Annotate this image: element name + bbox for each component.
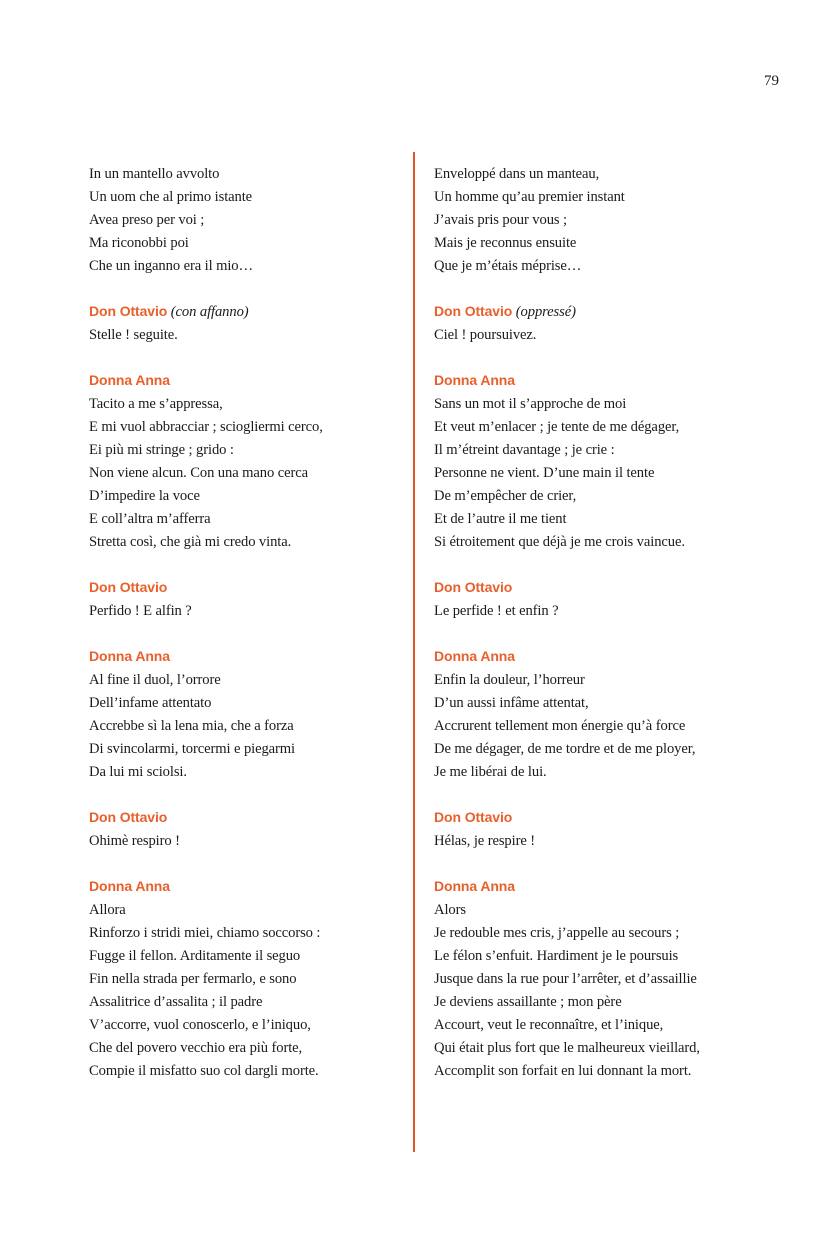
speaker-name: Don Ottavio xyxy=(89,809,168,825)
speaker-line xyxy=(89,806,399,830)
verse-line: Je redouble mes cris, j’appelle au secours ; xyxy=(434,925,680,941)
speaker-name: Donna Anna xyxy=(89,648,170,664)
dialogue-block xyxy=(89,576,399,623)
verse-line: Ohimè respiro ! xyxy=(89,833,180,849)
verse-line: Assalitrice d’assalita ; il padre xyxy=(89,994,263,1010)
speaker-name: Don Ottavio xyxy=(434,303,513,319)
verse-line: V’accorre, vuol conoscerlo, e l’iniquo, xyxy=(89,1017,311,1033)
dialogue-block xyxy=(434,645,784,784)
verse-line: D’un aussi infâme attentat, xyxy=(434,695,589,711)
speaker-line xyxy=(89,645,399,669)
speaker-name: Don Ottavio xyxy=(89,579,168,595)
verse-line: Dell’infame attentato xyxy=(89,695,212,711)
verse-line: Rinforzo i stridi miei, chiamo soccorso : xyxy=(89,925,321,941)
speaker-line xyxy=(434,806,784,830)
verse-line: Fin nella strada per fermarlo, e sono xyxy=(89,971,297,987)
dialogue-block xyxy=(89,163,399,278)
speaker-line xyxy=(434,300,784,324)
speaker-line xyxy=(89,875,399,899)
stage-direction: (con affanno) xyxy=(170,304,249,320)
verse-line: Un uom che al primo istante xyxy=(89,189,253,205)
verse-line: Jusque dans la rue pour l’arrêter, et d’assaillie xyxy=(434,971,697,987)
verse-line: Qui était plus fort que le malheureux vieillard, xyxy=(434,1040,700,1056)
verse-line: Ciel ! poursuivez. xyxy=(434,327,537,343)
page-number: 79 xyxy=(764,73,779,89)
verse-line: Accomplit son forfait en lui donnant la mort. xyxy=(434,1063,692,1079)
dialogue-block xyxy=(89,645,399,784)
verse-line: Perfido ! E alfin ? xyxy=(89,603,192,619)
verse-line: Je deviens assaillante ; mon père xyxy=(434,994,622,1010)
dialogue-block xyxy=(89,369,399,554)
verse-line: Allora xyxy=(89,902,126,918)
verse-line: Tacito a me s’appressa, xyxy=(89,396,223,412)
verse-line: Mais je reconnus ensuite xyxy=(434,235,577,251)
dialogue-block xyxy=(89,875,399,1083)
speaker-line xyxy=(89,369,399,393)
verse-line: Ei più mi stringe ; grido : xyxy=(89,442,234,458)
speaker-name: Don Ottavio xyxy=(434,579,513,595)
verse-line: Alors xyxy=(434,902,466,918)
verse-line: Stelle ! seguite. xyxy=(89,327,178,343)
verse-line: Non viene alcun. Con una mano cerca xyxy=(89,465,308,481)
speaker-name: Donna Anna xyxy=(434,648,515,664)
verse-line: Compie il misfatto suo col dargli morte. xyxy=(89,1063,319,1079)
verse-line: Hélas, je respire ! xyxy=(434,833,536,849)
speaker-line xyxy=(89,300,399,324)
verse-line: Avea preso per voi ; xyxy=(89,212,205,228)
verse-line: Al fine il duol, l’orrore xyxy=(89,672,221,688)
speaker-name: Donna Anna xyxy=(434,372,515,388)
french-column xyxy=(434,163,784,1105)
verse-line: Et de l’autre il me tient xyxy=(434,511,567,527)
verse-line: D’impedire la voce xyxy=(89,488,200,504)
italian-column xyxy=(89,163,399,1105)
verse-line: E coll’altra m’afferra xyxy=(89,511,211,527)
speaker-name: Donna Anna xyxy=(89,372,170,388)
dialogue-block xyxy=(434,806,784,853)
verse-line: Da lui mi sciolsi. xyxy=(89,764,187,780)
speaker-name: Don Ottavio xyxy=(89,303,168,319)
verse-line: In un mantello avvolto xyxy=(89,166,220,182)
dialogue-block xyxy=(434,576,784,623)
speaker-line xyxy=(434,645,784,669)
speaker-name: Donna Anna xyxy=(89,878,170,894)
verse-line: Sans un mot il s’approche de moi xyxy=(434,396,627,412)
verse-line: Accourt, veut le reconnaître, et l’inique, xyxy=(434,1017,664,1033)
verse-line: E mi vuol abbracciar ; sciogliermi cerco, xyxy=(89,419,323,435)
speaker-line xyxy=(89,576,399,600)
verse-line: Che del povero vecchio era più forte, xyxy=(89,1040,303,1056)
speaker-line xyxy=(434,576,784,600)
stage-direction: (oppressé) xyxy=(515,304,576,320)
dialogue-block xyxy=(434,300,784,347)
verse-line: Stretta così, che già mi credo vinta. xyxy=(89,534,292,550)
dialogue-block xyxy=(434,163,784,278)
dialogue-block xyxy=(89,806,399,853)
dialogue-block xyxy=(434,875,784,1083)
verse-line: Il m’étreint davantage ; je crie : xyxy=(434,442,615,458)
verse-line: Si étroitement que déjà je me crois vaincue. xyxy=(434,534,685,550)
verse-line: Un homme qu’au premier instant xyxy=(434,189,625,205)
verse-line: Accrurent tellement mon énergie qu’à force xyxy=(434,718,686,734)
verse-line: De me dégager, de me tordre et de me ployer, xyxy=(434,741,696,757)
verse-line: Enveloppé dans un manteau, xyxy=(434,166,600,182)
dialogue-block xyxy=(434,369,784,554)
speaker-name: Don Ottavio xyxy=(434,809,513,825)
verse-line: Personne ne vient. D’une main il tente xyxy=(434,465,655,481)
verse-line: J’avais pris pour vous ; xyxy=(434,212,567,228)
verse-line: Ma riconobbi poi xyxy=(89,235,189,251)
verse-line: Enfin la douleur, l’horreur xyxy=(434,672,585,688)
dialogue-block xyxy=(89,300,399,347)
verse-line: Che un inganno era il mio… xyxy=(89,258,253,274)
verse-line: Fugge il fellon. Arditamente il seguo xyxy=(89,948,301,964)
column-divider xyxy=(413,152,415,1152)
verse-line: Et veut m’enlacer ; je tente de me dégager, xyxy=(434,419,680,435)
verse-line: Di svincolarmi, torcermi e piegarmi xyxy=(89,741,296,757)
verse-line: Le félon s’enfuit. Hardiment je le poursuis xyxy=(434,948,679,964)
speaker-line xyxy=(434,875,784,899)
verse-line: De m’empêcher de crier, xyxy=(434,488,577,504)
verse-line: Accrebbe sì la lena mia, che a forza xyxy=(89,718,294,734)
speaker-name: Donna Anna xyxy=(434,878,515,894)
verse-line: Le perfide ! et enfin ? xyxy=(434,603,559,619)
speaker-line xyxy=(434,369,784,393)
verse-line: Je me libérai de lui. xyxy=(434,764,547,780)
verse-line: Que je m’étais méprise… xyxy=(434,258,582,274)
